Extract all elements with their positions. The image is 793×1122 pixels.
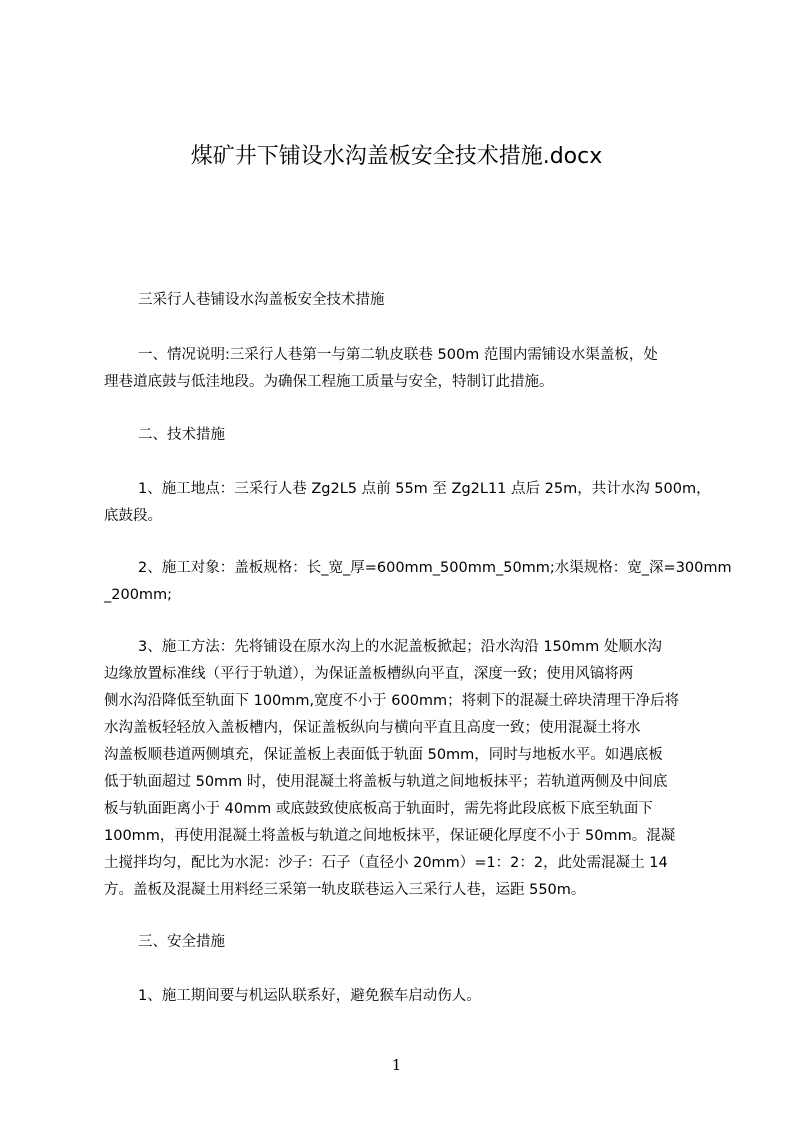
paragraph-line: 水沟盖板轻轻放入盖板槽内，保证盖板纵向与横向平直且高度一致；使用混凝土将水 <box>104 720 641 736</box>
paragraph-line: 方。盖板及混凝土用料经三采第一轨皮联巷运入三采行人巷，运距 550m。 <box>104 882 586 898</box>
paragraph-line: 理巷道底鼓与低洼地段。为确保工程施工质量与安全，特制订此措施。 <box>104 374 554 390</box>
paragraph-line: 边缘放置标准线（平行于轨道），为保证盖板槽纵向平直，深度一致；使用风镐将两 <box>104 666 634 682</box>
paragraph-line: 一、情况说明:三采行人巷第一与第二轨皮联巷 500m 范围内需铺设水渠盖板，处 <box>138 347 658 363</box>
paragraph-line: 低于轨面超过 50mm 时，使用混凝土将盖板与轨道之间地板抹平；若轨道两侧及中间底 <box>104 774 668 790</box>
document-heading: 三采行人巷铺设水沟盖板安全技术措施 <box>138 292 385 308</box>
section-heading-technical: 二、技术措施 <box>138 427 225 443</box>
document-title: 煤矿井下铺设水沟盖板安全技术措施.docx <box>190 144 603 169</box>
section-heading-safety: 三、安全措施 <box>138 934 225 950</box>
paragraph-line: 3、施工方法：先将铺设在原水沟上的水泥盖板掀起；沿水沟沿 150mm 处顺水沟 <box>138 639 662 655</box>
paragraph-line: 土搅拌均匀，配比为水泥：沙子：石子（直径小 20mm）=1：2：2，此处需混凝土 14 <box>104 855 668 871</box>
page-number: 1 <box>391 1056 402 1074</box>
paragraph-line: 100mm，再使用混凝土将盖板与轨道之间地板抹平，保证硬化厚度不小于 50mm。混凝 <box>104 828 676 844</box>
paragraph-line: _200mm; <box>104 587 173 603</box>
paragraph-line: 1、施工地点：三采行人巷 Zg2L5 点前 55m 至 Zg2L11 点后 25m，共计水沟 500m， <box>138 481 711 497</box>
safety-item: 1、施工期间要与机运队联系好，避免猴车启动伤人。 <box>138 988 481 1004</box>
paragraph-line: 侧水沟沿降低至轨面下 100mm,宽度不小于 600mm；将刺下的混凝土碎块清理干净后将 <box>104 693 680 709</box>
paragraph-line: 2、施工对象：盖板规格：长_宽_厚=600mm_500mm_50mm;水渠规格：宽_深=300mm <box>138 560 732 576</box>
paragraph-line: 沟盖板顺巷道两侧填充，保证盖板上表面低于轨面 50mm，同时与地板水平。如遇底板 <box>104 747 663 763</box>
paragraph-line: 板与轨面距离小于 40mm 或底鼓致使底板高于轨面时，需先将此段底板下底至轨面下 <box>104 801 653 817</box>
paragraph-line: 底鼓段。 <box>104 508 162 524</box>
